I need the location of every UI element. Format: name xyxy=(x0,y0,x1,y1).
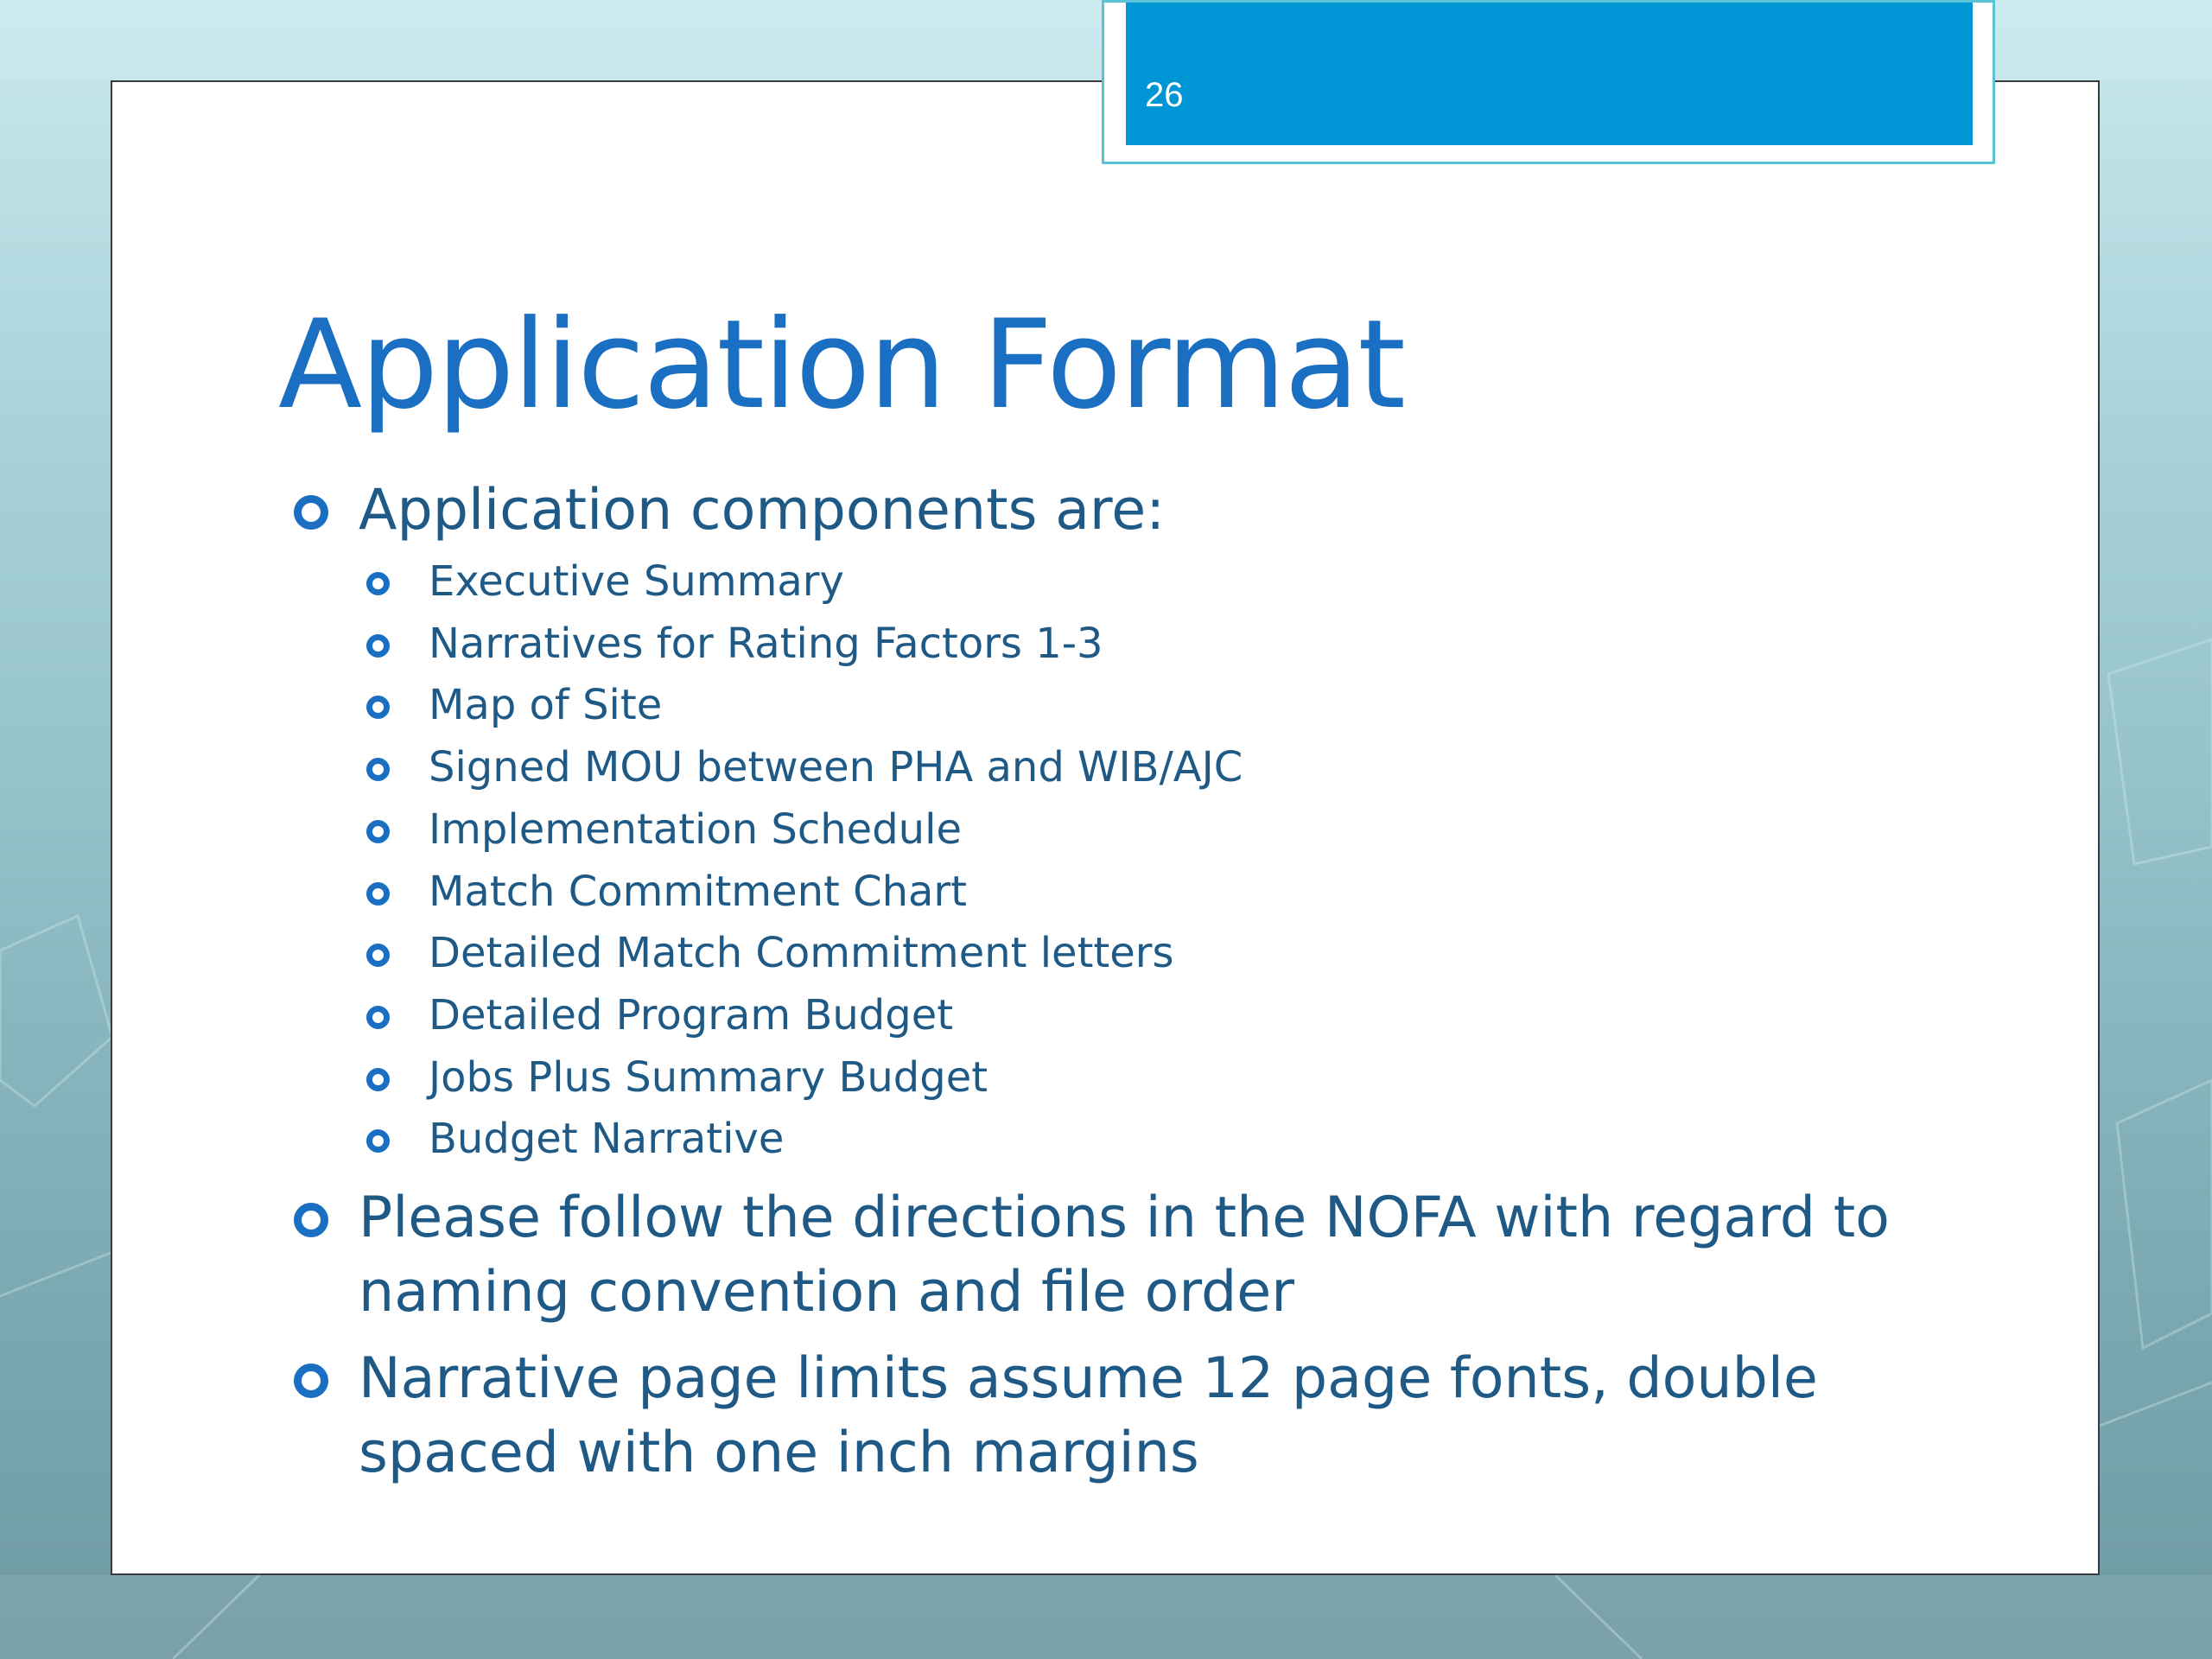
circle-bullet-icon xyxy=(366,820,390,843)
bullet-nofa-directions xyxy=(285,1181,2013,1330)
list-item xyxy=(285,737,2013,799)
list-item xyxy=(285,675,2013,737)
slide-title: Application Format xyxy=(278,294,1404,436)
list-item-text: Signed MOU between PHA and WIB/AJC xyxy=(429,743,1243,792)
bullet-text: Please follow the directions in the NOFA with regard to naming convention and file order xyxy=(359,1185,1890,1325)
list-item xyxy=(285,923,2013,985)
list-item xyxy=(285,861,2013,924)
bullet-page-limits xyxy=(285,1342,2013,1491)
circle-bullet-icon xyxy=(366,634,390,658)
circle-bullet-icon xyxy=(366,882,390,906)
list-item-text: Detailed Match Commitment letters xyxy=(429,929,1174,978)
slide-content xyxy=(285,474,2013,1491)
bullet-application-components xyxy=(285,474,2013,548)
circle-bullet-icon xyxy=(366,1068,390,1091)
slide-number-tab xyxy=(1102,0,1995,164)
list-item xyxy=(285,1047,2013,1109)
spacer xyxy=(285,1330,2013,1342)
list-item-text: Detailed Program Budget xyxy=(429,990,954,1039)
list-item-text: Map of Site xyxy=(429,681,663,730)
circle-bullet-icon xyxy=(366,1006,390,1029)
list-item-text: Budget Narrative xyxy=(429,1115,785,1164)
circle-bullet-icon xyxy=(366,944,390,967)
list-item xyxy=(285,799,2013,861)
bullet-text: Application components are: xyxy=(359,478,1166,543)
bullet-text: Narrative page limits assume 12 page fonts, double spaced with one inch margins xyxy=(359,1346,1818,1486)
components-list xyxy=(285,551,2013,1171)
list-item-text: Match Commitment Chart xyxy=(429,867,967,916)
slide-number: 26 xyxy=(1145,76,1184,114)
list-item xyxy=(285,551,2013,613)
list-item-text: Jobs Plus Summary Budget xyxy=(429,1052,988,1102)
circle-bullet-icon xyxy=(366,1129,390,1153)
list-item xyxy=(285,1109,2013,1171)
circle-bullet-icon xyxy=(294,1203,328,1237)
list-item-text: Narratives for Rating Factors 1-3 xyxy=(429,619,1103,668)
circle-bullet-icon xyxy=(294,495,328,530)
slide-number-tab-fill xyxy=(1126,3,1973,145)
circle-bullet-icon xyxy=(366,572,390,595)
list-item-text: Executive Summary xyxy=(429,557,844,606)
list-item xyxy=(285,613,2013,676)
list-item-text: Implementation Schedule xyxy=(429,804,962,854)
circle-bullet-icon xyxy=(366,696,390,719)
list-item xyxy=(285,985,2013,1047)
circle-bullet-icon xyxy=(294,1363,328,1398)
circle-bullet-icon xyxy=(366,758,390,781)
